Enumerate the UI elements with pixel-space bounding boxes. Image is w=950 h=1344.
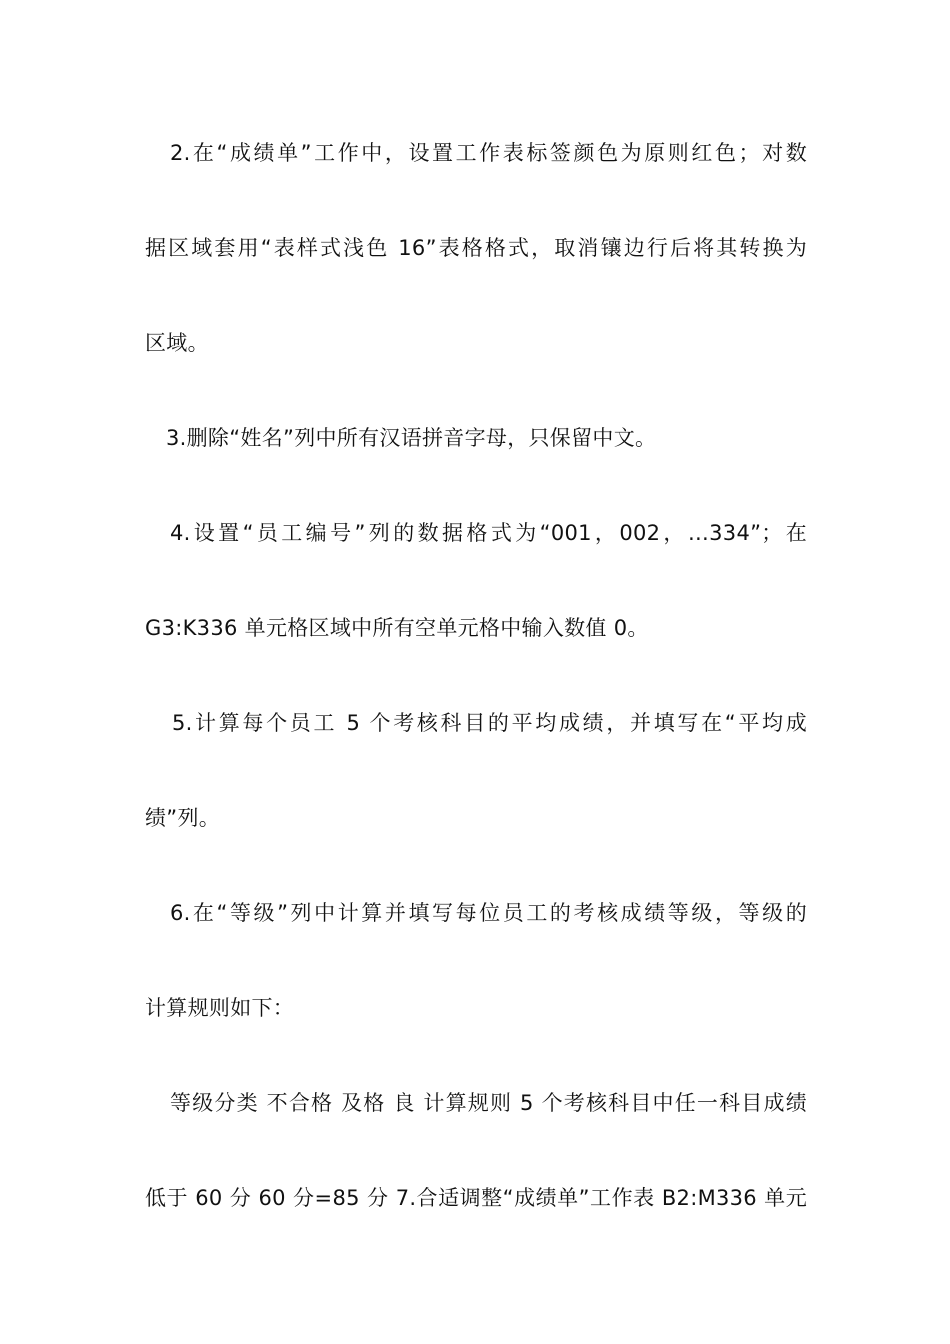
- paragraph-4-line-2: G3:K336 单元格区域中所有空单元格中输入数值 0。: [145, 616, 649, 640]
- paragraph-2-line-2: 据区域套用“表样式浅色 16”表格格式，取消镶边行后将其转换为: [145, 236, 807, 260]
- grade-rules-line-1: 等级分类 不合格 及格 良 计算规则 5 个考核科目中任一科目成绩: [170, 1091, 807, 1115]
- grade-rules-line-2: 低于 60 分 60 分=85 分 7.合适调整“成绩单”工作表 B2:M336 单元: [145, 1186, 807, 1210]
- paragraph-4-line-1: 4.设置“员工编号”列的数据格式为“001，002，…334”；在: [170, 521, 807, 545]
- paragraph-5-line-1: 5.计算每个员工 5 个考核科目的平均成绩，并填写在“平均成: [172, 711, 807, 735]
- paragraph-6-line-1: 6.在“等级”列中计算并填写每位员工的考核成绩等级，等级的: [170, 901, 807, 925]
- paragraph-2-line-1: 2.在“成绩单”工作中，设置工作表标签颜色为原则红色；对数: [170, 141, 807, 165]
- paragraph-2-line-3: 区域。: [145, 331, 209, 355]
- paragraph-5-line-2: 绩”列。: [145, 806, 221, 830]
- paragraph-6-line-2: 计算规则如下：: [145, 996, 295, 1020]
- paragraph-3-line-1: 3.删除“姓名”列中所有汉语拼音字母，只保留中文。: [166, 426, 657, 450]
